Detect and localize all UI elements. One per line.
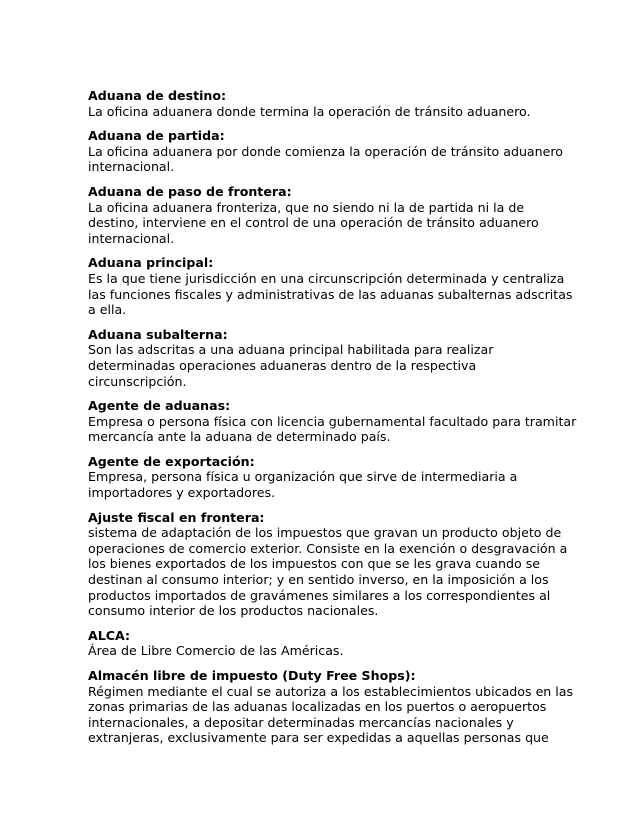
glossary-definition: La oficina aduanera donde termina la operación de tránsito aduanero. xyxy=(88,103,531,119)
glossary xyxy=(88,88,578,755)
glossary-definition: Empresa, persona física u organización que sirve de intermediaria a importadores y exportadores. xyxy=(88,469,518,501)
glossary-term: Agente de exportación: xyxy=(88,453,255,469)
glossary-entry xyxy=(88,88,578,119)
glossary-definition: La oficina aduanera por donde comienza la operación de tránsito aduanero internacional. xyxy=(88,143,563,175)
glossary-term: Ajuste fiscal en frontera: xyxy=(88,509,265,525)
glossary-term: Aduana de partida: xyxy=(88,128,225,144)
glossary-term: Almacén libre de impuesto (Duty Free Shops): xyxy=(88,668,416,683)
glossary-term: Aduana de paso de frontera: xyxy=(88,183,292,199)
glossary-entry xyxy=(88,454,578,501)
glossary-entry xyxy=(88,510,578,619)
glossary-definition: sistema de adaptación de los impuestos que gravan un producto objeto de operaciones de comercio exterior. Consiste en la exención o desgravación a los bienes exportados de los impuestos con que se les grava cuando se destinan al consumo interior; y en sentido inverso, en la imposición a los productos importados de gravámenes similares a los correspondientes al consumo interior de los productos nacionales. xyxy=(88,525,568,619)
glossary-term: ALCA: xyxy=(88,627,131,643)
glossary-definition: Área de Libre Comercio de las Américas. xyxy=(88,643,344,659)
glossary-entry xyxy=(88,327,578,389)
glossary-term: Aduana subalterna: xyxy=(88,326,228,342)
glossary-definition: Empresa o persona física con licencia gubernamental facultado para tramitar mercancía ante la aduana de determinado país. xyxy=(88,413,577,445)
glossary-definition: Es la que tiene jurisdicción en una circunscripción determinada y centraliza las funciones fiscales y administrativas de las aduanas subalternas adscritas a ella. xyxy=(88,270,573,318)
glossary-definition: La oficina aduanera fronteriza, que no siendo ni la de partida ni la de destino, interviene en el control de una operación de tránsito aduanero internacional. xyxy=(88,199,539,246)
glossary-definition: Régimen mediante el cual se autoriza a los establecimientos ubicados en las zonas primarias de las aduanas localizadas en los puertos o aeropuertos internacionales, a depositar determinadas mercancías nacionales y extranjeras, exclusivamente para ser expedidas a aquellas personas que xyxy=(88,683,574,746)
glossary-entry xyxy=(88,398,578,445)
glossary-entry xyxy=(88,128,578,175)
glossary-term: Aduana principal: xyxy=(88,255,214,271)
glossary-definition: Son las adscritas a una aduana principal habilitada para realizar determinadas operaciones aduaneras dentro de la respectiva circunscripción. xyxy=(88,342,494,389)
glossary-term: Aduana de destino: xyxy=(88,88,227,103)
glossary-entry xyxy=(88,255,578,317)
glossary-entry xyxy=(88,184,578,246)
glossary-entry xyxy=(88,668,578,746)
glossary-term: Agente de aduanas: xyxy=(88,398,231,414)
glossary-entry xyxy=(88,628,578,659)
